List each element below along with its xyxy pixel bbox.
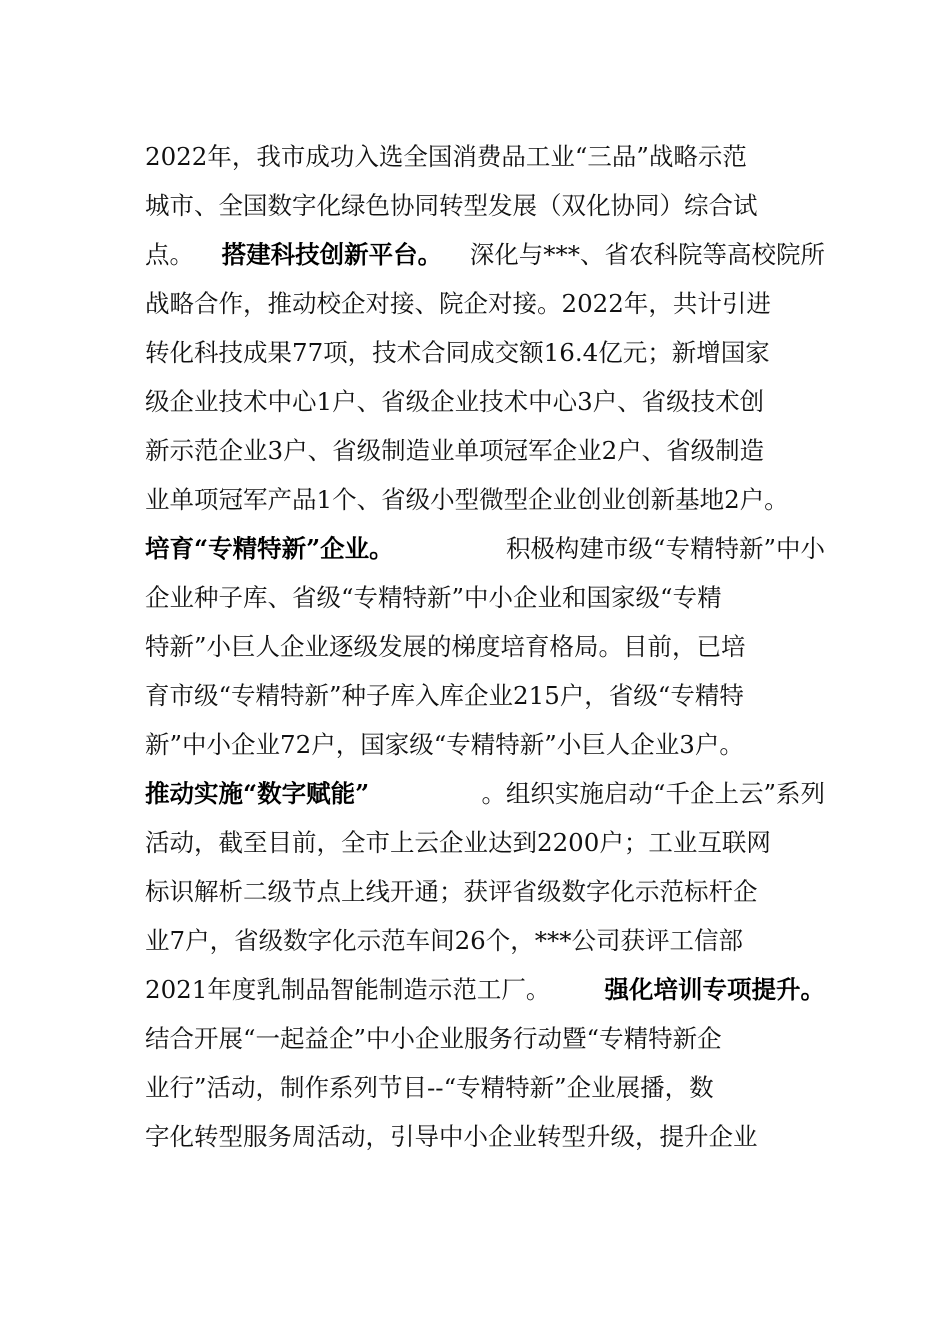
text-segment: 级企业技术中心1户、省级企业技术中心3户、省级技术创 — [145, 387, 765, 416]
document-body — [145, 132, 825, 1161]
text-segment: 转化科技成果77项，技术合同成交额16.4亿元；新增国家 — [145, 338, 770, 367]
text-line-10 — [145, 573, 825, 622]
text-line-7 — [145, 426, 825, 475]
text-segment: 业7户，省级数字化示范车间26个，***公司获评工信部 — [145, 926, 744, 955]
text-segment: 积极构建市级“专精特新”中小 — [505, 534, 825, 563]
text-line-6 — [145, 377, 825, 426]
text-segment: 。组织实施启动“千企上云”系列 — [481, 779, 825, 808]
text-segment: 业行”活动，制作系列节目--“专精特新”企业展播，数 — [145, 1073, 714, 1102]
section-heading-specialized: 培育“专精特新”企业。 — [145, 534, 394, 563]
text-line-1 — [145, 132, 825, 181]
text-segment: 深化与***、省农科院等高校院所 — [469, 240, 825, 269]
text-segment: 企业种子库、省级“专精特新”中小企业和国家级“专精 — [145, 583, 722, 612]
text-segment: 业单项冠军产品1个、省级小型微型企业创业创新基地2户。 — [145, 485, 789, 514]
section-heading-digital: 推动实施“数字赋能” — [145, 779, 370, 808]
text-line-2 — [145, 181, 825, 230]
text-segment: 特新”小巨人企业逐级发展的梯度培育格局。目前，已培 — [145, 632, 746, 661]
section-heading-training: 强化培训专项提升。 — [604, 975, 825, 1004]
text-segment: 新示范企业3户、省级制造业单项冠军企业2户、省级制造 — [145, 436, 765, 465]
text-segment: 育市级“专精特新”种子库入库企业215户，省级“专精特 — [145, 681, 744, 710]
text-line-16 — [145, 867, 825, 916]
text-line-15 — [145, 818, 825, 867]
text-line-19 — [145, 1014, 825, 1063]
section-heading-tech-platform: 搭建科技创新平台。 — [221, 240, 443, 269]
text-line-17 — [145, 916, 825, 965]
text-line-8 — [145, 475, 825, 524]
text-line-14 — [145, 769, 825, 818]
text-line-20 — [145, 1063, 825, 1112]
text-line-4 — [145, 279, 825, 328]
text-line-3 — [145, 230, 825, 279]
text-segment: 新”中小企业72户，国家级“专精特新”小巨人企业3户。 — [145, 730, 744, 759]
text-line-21 — [145, 1112, 825, 1161]
text-line-18 — [145, 965, 825, 1014]
text-segment: 活动，截至目前，全市上云企业达到2200户；工业互联网 — [145, 828, 771, 857]
text-line-9 — [145, 524, 825, 573]
text-segment: 标识解析二级节点上线开通；获评省级数字化示范标杆企 — [145, 877, 758, 906]
text-segment: 2022年，我市成功入选全国消费品工业“三品”战略示范 — [145, 142, 747, 171]
text-line-11 — [145, 622, 825, 671]
text-line-12 — [145, 671, 825, 720]
text-line-5 — [145, 328, 825, 377]
text-line-13 — [145, 720, 825, 769]
text-segment: 字化转型服务周活动，引导中小企业转型升级，提升企业 — [145, 1122, 758, 1151]
text-segment: 结合开展“一起益企”中小企业服务行动暨“专精特新企 — [145, 1024, 722, 1053]
text-segment: 城市、全国数字化绿色协同转型发展（双化协同）综合试 — [145, 191, 758, 220]
text-segment: 2021年度乳制品智能制造示范工厂。 — [145, 975, 551, 1004]
text-segment: 点。 — [145, 240, 194, 269]
text-segment: 战略合作，推动校企对接、院企对接。2022年，共计引进 — [145, 289, 771, 318]
